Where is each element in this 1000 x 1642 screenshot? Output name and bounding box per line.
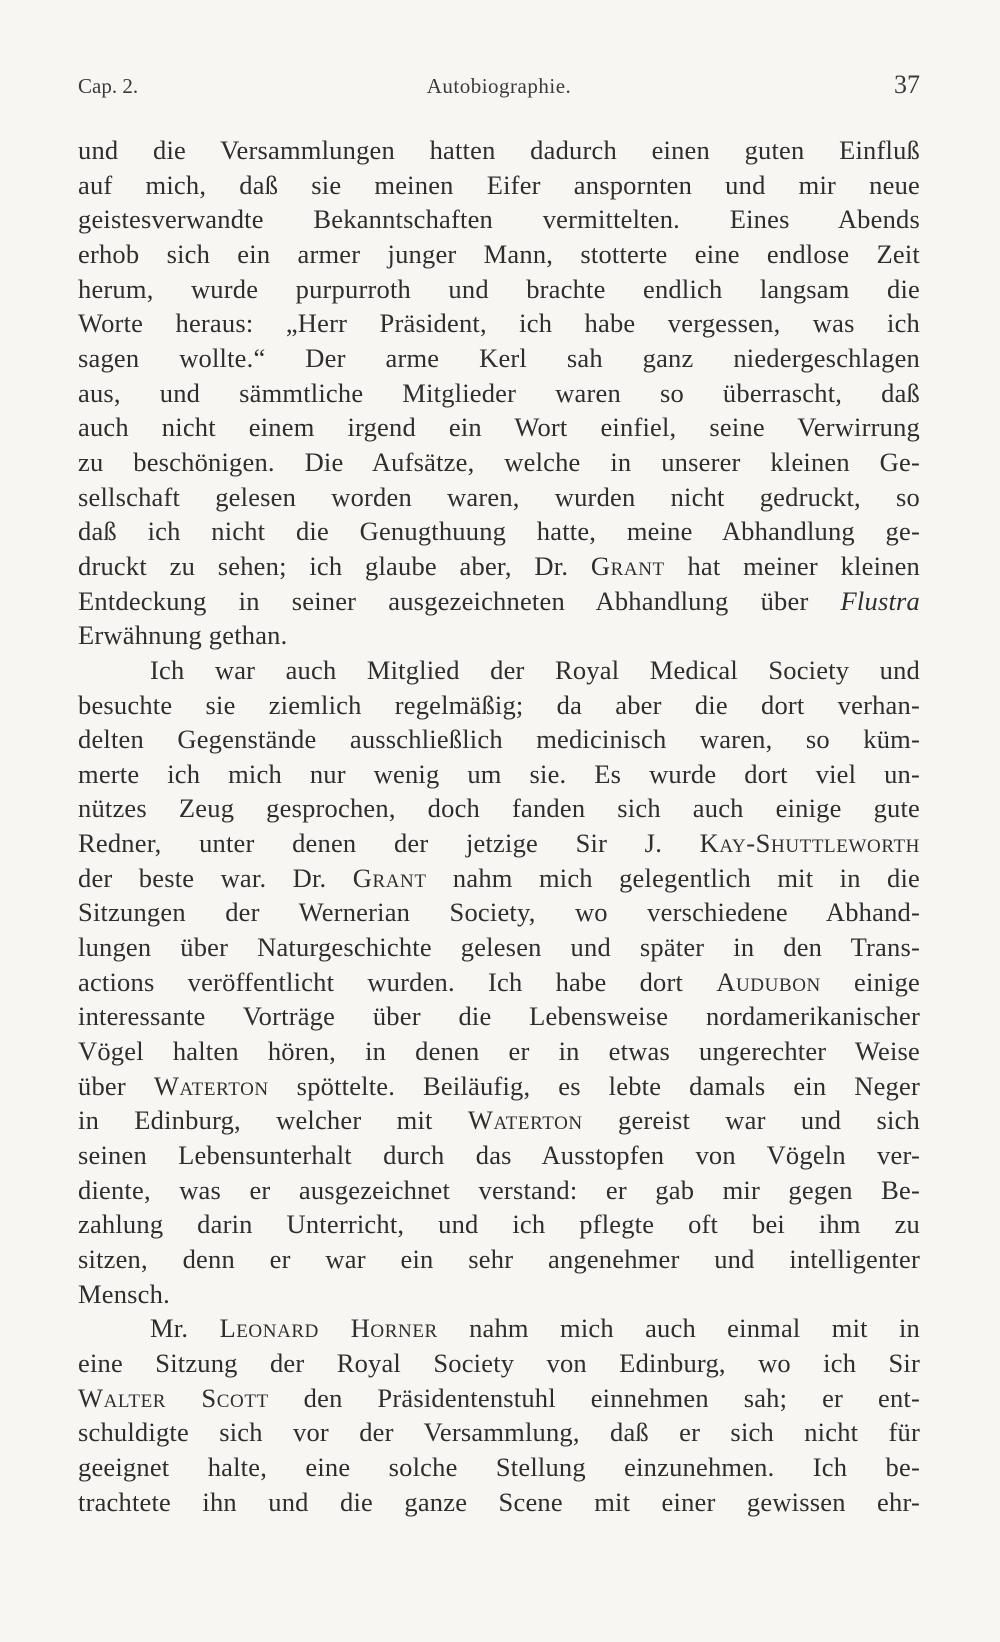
text-line: diente, was er ausgezeichnet verstand: er gab mir gegen Be- [78, 1174, 920, 1205]
text-segment: druckt zu sehen; ich glaube aber, Dr. [78, 550, 591, 581]
text-line: schuldigte sich vor der Versammlung, daß er sich nicht für [78, 1417, 920, 1448]
text-segment: über [78, 1070, 154, 1101]
text-line: herum, wurde purpurroth und brachte endlich langsam die [78, 273, 920, 304]
small-caps-name: Kay-Shuttleworth [699, 828, 920, 859]
text-segment: der beste war. Dr. [78, 862, 353, 893]
text-line: aus, und sämmtliche Mitglieder waren so überrascht, daß [78, 377, 920, 408]
text-segment: den Präsidentenstuhl einnehmen sah; er ent- [268, 1382, 920, 1413]
text-line [78, 861, 920, 896]
text-line: und die Versammlungen hatten dadurch einen guten Einfluß [78, 135, 920, 165]
text-line: seinen Lebensunterhalt durch das Ausstopfen von Vögeln ver- [78, 1140, 920, 1171]
text-segment: Mr. [150, 1313, 220, 1344]
text-line: zu beschönigen. Die Aufsätze, welche in unserer kleinen Ge- [78, 446, 920, 477]
text-line: besuchte sie ziemlich regelmäßig; da aber die dort verhan- [78, 689, 920, 720]
text-line: auch nicht einem irgend ein Wort einfiel, seine Verwirrung [78, 412, 920, 443]
text-line: Sitzungen der Wernerian Society, wo verschiedene Abhand- [78, 897, 920, 928]
text-line: zahlung darin Unterricht, und ich pflegte oft bei ihm zu [78, 1209, 920, 1240]
text-segment: nahm mich gelegentlich mit in die [426, 862, 920, 893]
text-line: sagen wollte.“ Der arme Kerl sah ganz niedergeschlagen [78, 342, 920, 373]
text-segment: Entdeckung in seiner ausgezeichneten Abhandlung über [78, 585, 841, 616]
text-line: Worte heraus: „Herr Präsident, ich habe vergessen, was ich [78, 308, 920, 339]
text-line: delten Gegenstände ausschließlich medicinisch waren, so küm- [78, 724, 920, 755]
text-line: trachtete ihn und die ganze Scene mit einer gewissen ehr- [78, 1486, 920, 1517]
text-line: sellschaft gelesen worden waren, wurden nicht gedruckt, so [78, 481, 920, 512]
text-segment: Redner, unter denen der jetzige Sir J. [78, 828, 700, 859]
text-line: sitzen, denn er war ein sehr angenehmer und intelligenter [78, 1244, 920, 1274]
text-segment: in Edinburg, welcher mit [78, 1105, 468, 1136]
small-caps-name: Leonard Horner [219, 1313, 438, 1344]
text-line [78, 1311, 920, 1346]
text-segment: actions veröffentlicht wurden. Ich habe dort [78, 966, 717, 997]
small-caps-name: Waterton [153, 1070, 269, 1101]
italic-term: Flustra [840, 585, 920, 616]
text-line [78, 584, 920, 619]
small-caps-name: Waterton [467, 1105, 583, 1136]
text-line: geeignet halte, eine solche Stellung einzunehmen. Ich be- [78, 1451, 920, 1482]
text-line: Ich war auch Mitglied der Royal Medical Society und [150, 654, 920, 685]
text-line: lungen über Naturgeschichte gelesen und später in den Trans- [78, 932, 920, 963]
text-line [78, 1103, 920, 1138]
running-head [78, 70, 920, 104]
text-segment: gereist war und sich [582, 1105, 920, 1136]
text-line: nützes Zeug gesprochen, doch fanden sich auch einige gute [78, 793, 920, 824]
text-line [78, 549, 920, 584]
text-line: geistesverwandte Bekanntschaften vermittelten. Eines Abends [78, 204, 920, 235]
small-caps-name: Grant [352, 862, 427, 893]
text-segment: spöttelte. Beiläufig, es lebte damals ein Neger [268, 1070, 920, 1101]
text-segment: einige [820, 966, 920, 997]
text-line: Mensch. [78, 1278, 170, 1309]
page-header-title: Autobiographie. [426, 74, 572, 98]
text-line [78, 965, 920, 1000]
text-line: merte ich mich nur wenig um sie. Es wurde dort viel un- [78, 758, 920, 789]
text-segment: nahm mich auch einmal mit in [437, 1313, 920, 1344]
text-line [78, 826, 920, 861]
text-line: daß ich nicht die Genugthuung hatte, meine Abhandlung ge- [78, 516, 920, 547]
chapter-label: Cap. 2. [78, 74, 139, 98]
body-text [78, 133, 920, 1519]
text-line: eine Sitzung der Royal Society von Edinburg, wo ich Sir [78, 1347, 920, 1378]
small-caps-name: Audubon [716, 966, 821, 997]
page-number: 37 [894, 70, 920, 99]
small-caps-name: Grant [590, 550, 665, 581]
text-line: interessante Vorträge über die Lebensweise nordamerikanischer [78, 1001, 920, 1032]
text-line: auf mich, daß sie meinen Eifer anspornten und mir neue [78, 169, 920, 200]
text-line: Erwähnung gethan. [78, 620, 288, 651]
small-caps-name: Walter Scott [78, 1382, 269, 1413]
text-segment: hat meiner kleinen [664, 550, 921, 581]
text-line [78, 1069, 920, 1104]
text-line: erhob sich ein armer junger Mann, stotterte eine endlose Zeit [78, 238, 920, 269]
text-line: Vögel halten hören, in denen er in etwas ungerechter Weise [78, 1036, 920, 1067]
text-line [78, 1381, 920, 1416]
